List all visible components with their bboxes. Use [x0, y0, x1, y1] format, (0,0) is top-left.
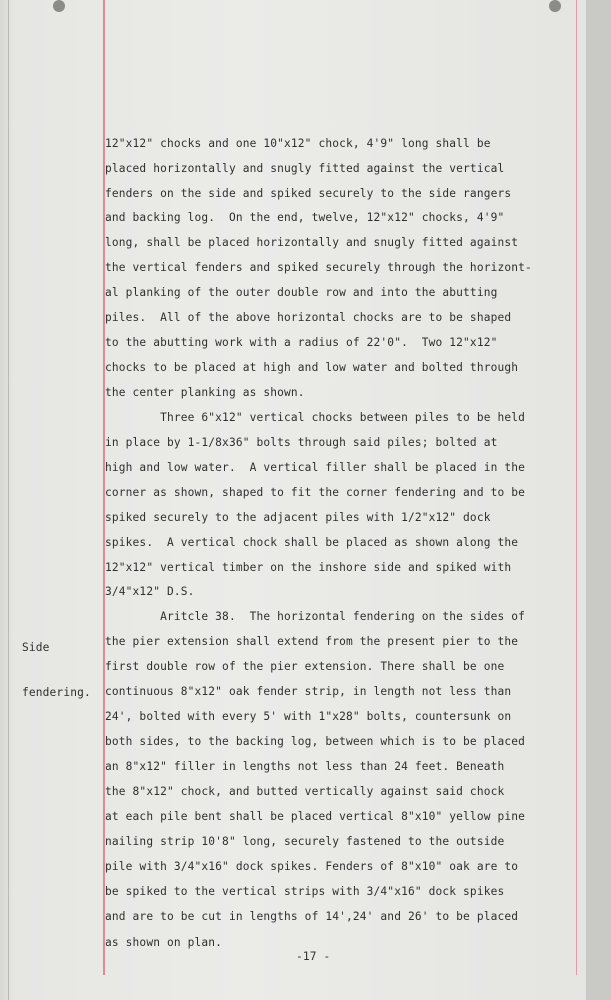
text-line: high and low water. A vertical filler shall be placed in the [105, 461, 526, 474]
text-line: 12"x12" chocks and one 10"x12" chock, 4'9" long shall be [105, 137, 491, 150]
text-line: the center planking as shown. [105, 386, 305, 399]
text-line: Three 6"x12" vertical chocks between piles to be held [105, 411, 526, 424]
text-line: nailing strip 10'8" long, securely fastened to the outside [105, 835, 505, 848]
binder-hole-left [53, 0, 65, 12]
text-line: chocks to be placed at high and low water and bolted through [105, 361, 519, 374]
margin-note-line-2: fendering. [22, 686, 91, 699]
text-line: the 8"x12" chock, and butted vertically against said chock [105, 785, 505, 798]
page-right-margin-strip [586, 0, 611, 1000]
page-number: -17 - [296, 950, 331, 963]
text-line: 12"x12" vertical timber on the inshore side and spiked with [105, 561, 512, 574]
text-line: Aritcle 38. The horizontal fendering on the sides of [105, 610, 526, 623]
text-line: placed horizontally and snugly fitted against the vertical [105, 162, 505, 175]
text-line: be spiked to the vertical strips with 3/4"x16" dock spikes [105, 885, 505, 898]
text-line: both sides, to the backing log, between which is to be placed [105, 735, 526, 748]
margin-note [22, 610, 91, 730]
text-line: and backing log. On the end, twelve, 12"x12" chocks, 4'9" [105, 211, 505, 224]
text-line: long, shall be placed horizontally and snugly fitted against [105, 236, 519, 249]
text-line: 24', bolted with every 5' with 1"x28" bolts, countersunk on [105, 710, 512, 723]
text-line: corner as shown, shaped to fit the corner fendering and to be [105, 486, 526, 499]
binder-hole-right [549, 0, 561, 12]
text-line: piles. All of the above horizontal chocks are to be shaped [105, 311, 512, 324]
text-line: in place by 1-1/8x36" bolts through said piles; bolted at [105, 436, 498, 449]
text-line: spiked securely to the adjacent piles with 1/2"x12" dock [105, 511, 491, 524]
text-line: the pier extension shall extend from the present pier to the [105, 635, 519, 648]
text-line: al planking of the outer double row and into the abutting [105, 286, 498, 299]
margin-note-line-1: Side [22, 641, 50, 654]
text-line: the vertical fenders and spiked securely through the horizont- [105, 261, 532, 274]
text-line: as shown on plan. [105, 936, 223, 949]
page-edge-shadow [8, 0, 9, 1000]
text-line: at each pile bent shall be placed vertical 8"x10" yellow pine [105, 810, 526, 823]
text-line: to the abutting work with a radius of 22'0". Two 12"x12" [105, 336, 498, 349]
text-line: spikes. A vertical chock shall be placed as shown along the [105, 536, 519, 549]
text-line: first double row of the pier extension. There shall be one [105, 660, 505, 673]
text-line: pile with 3/4"x16" dock spikes. Fenders of 8"x10" oak are to [105, 860, 519, 873]
text-line: continuous 8"x12" oak fender strip, in length not less than [105, 685, 512, 698]
right-margin-rule [576, 0, 577, 975]
text-line: an 8"x12" filler in lengths not less than 24 feet. Beneath [105, 760, 505, 773]
text-line: and are to be cut in lengths of 14',24' and 26' to be placed [105, 910, 519, 923]
text-line: fenders on the side and spiked securely to the side rangers [105, 187, 512, 200]
text-line: 3/4"x12" D.S. [105, 585, 195, 598]
